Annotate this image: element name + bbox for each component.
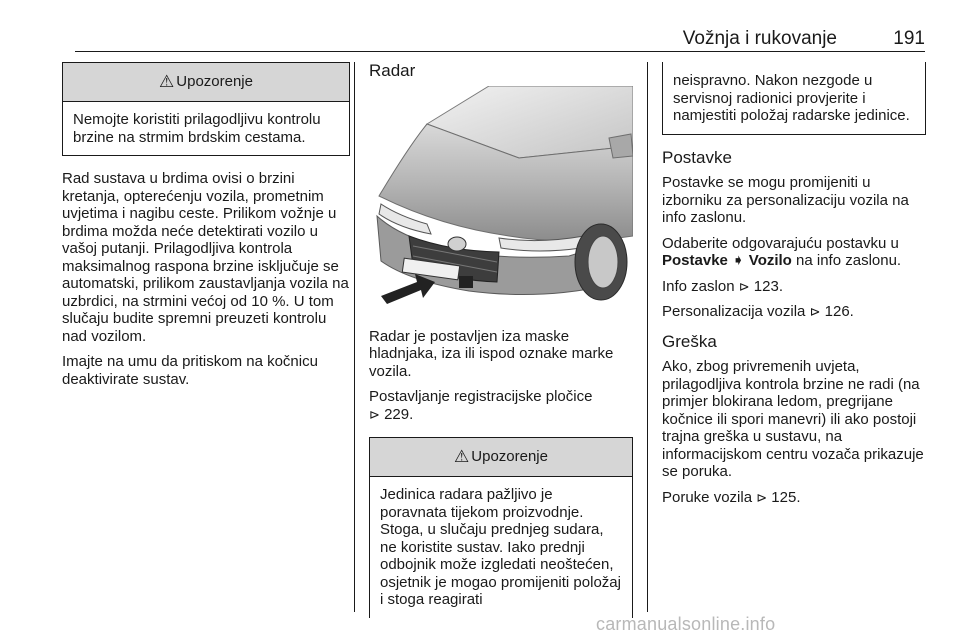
page-ref-arrow-icon: ⊳ [809,304,821,319]
column-2 [369,62,633,618]
warning-triangle-icon: ⚠ [454,447,470,467]
ref-text: Postavljanje registracijske pločice [369,388,593,405]
ref-text: Info zaslon [662,277,735,295]
page-ref[interactable]: 229. [384,405,414,423]
warning-box-continued [662,62,926,135]
menu-item-settings: Postavke [662,252,728,269]
page-ref[interactable]: 125. [771,488,801,506]
page-ref-arrow-icon: ⊳ [738,278,750,294]
paragraph-reference [662,278,926,296]
warning-header [63,63,349,102]
warning-triangle-icon: ⚠ [159,72,175,92]
section-heading-settings: Postavke [662,147,732,167]
warning-box [62,62,350,156]
paragraph [662,235,926,270]
page-ref[interactable]: 123. [753,277,783,295]
warning-text: neispravno. Nakon nezgode u servisnoj radionici provjerite i namjestiti položaj radarske jedinice. [673,72,910,124]
paragraph: Radar je postavljen iza maske hladnjaka, iza ili ispod oznake marke vozila. [369,327,614,380]
warning-text: Jedinica radara pažljivo je poravnata tijekom proizvodnje. Stoga, u slučaju prednjeg sudara, ne koristite sustav. Iako prednji odbojnik može izgledati neoštećen, osjetnik je mogao promijeniti položaj i stoga reagirati [380,486,621,608]
text: Odaberite odgovarajuću postavku u [662,234,899,252]
paragraph: Ako, zbog privremenih uvjeta, prilagodljiva kontrola brzine ne radi (na primjer blokirana ledom, pregrijane kočnice ili spori manevri) ili ako postoji trajna greška u sustavu, na informacijskom centru vozača prikazuje se poruka. [662,358,924,480]
warning-header [370,438,632,477]
header-rule [75,51,925,52]
car-front-illustration-svg [369,86,633,308]
paragraph-reference [662,489,926,507]
page-ref-arrow-icon: ⊳ [369,406,380,422]
section-heading-error: Greška [662,331,717,351]
menu-item-vehicle: Vozilo [748,252,792,269]
page-number: 191 [893,28,925,49]
column-divider-1 [354,62,355,612]
warning-title: Upozorenje [471,448,548,466]
column-divider-2 [647,62,648,612]
ref-text: Poruke vozila [662,488,753,506]
watermark: carmanualsonline.info [596,614,776,634]
paragraph-reference [662,303,926,321]
paragraph: Imajte na umu da pritiskom na kočnicu deaktivirate sustav. [62,353,318,388]
warning-box [369,437,633,618]
page-ref-arrow-icon: ⊳ [756,489,768,505]
header-title: Vožnja i rukovanje [682,28,837,49]
ref-text: Personalizacija vozila [662,303,806,320]
warning-title: Upozorenje [176,73,253,91]
car-front-illustration [369,86,633,308]
text: na info zaslonu. [796,252,902,269]
menu-arrow-icon: ➧ [732,252,745,269]
paragraph-reference [369,388,633,423]
paragraph: Rad sustava u brdima ovisi o brzini kretanja, opterećenju vozila, prometnim uvjetima i nagibu ceste. Prilikom vožnje u brdima možda neće detektirati vozilo u vašoj putanji. Prilagodljiva kontrola maksimalnog raspona brzine isključuje se automatski, prilikom zaustavljanja vozila na uzbrdici, na strmini većoj od 10 %. U tom slučaju budite spremni preuzeti kontrolu nad vozilom. [62,170,349,345]
warning-text: Nemojte koristiti prilagodljivu kontrolu brzine na strmim brdskim cestama. [73,111,321,146]
paragraph: Postavke se mogu promijeniti u izborniku za personalizaciju vozila na info zaslonu. [662,174,909,226]
page-header [75,28,925,50]
page-ref[interactable]: 126. [824,303,854,320]
column-3 [662,62,926,514]
section-heading-radar: Radar [369,61,416,80]
column-1 [62,62,350,396]
